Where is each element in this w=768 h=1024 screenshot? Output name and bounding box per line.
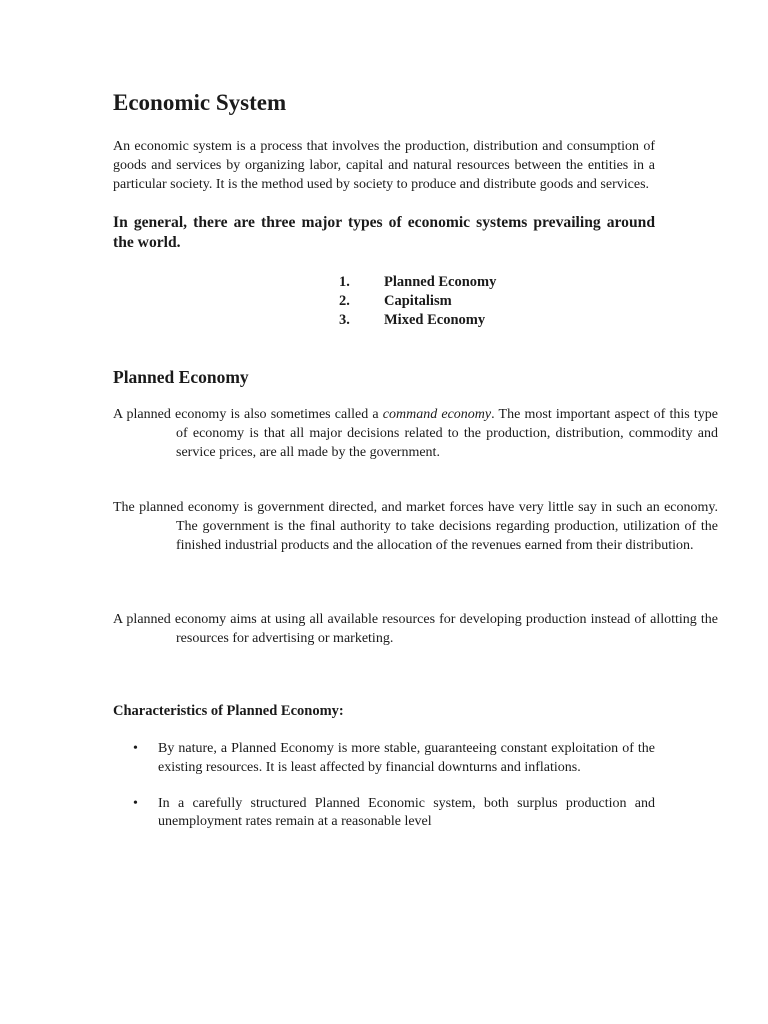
emphasis-text: command economy (382, 407, 492, 422)
list-item (339, 292, 496, 311)
list-number: 1. (339, 274, 350, 290)
list-item (133, 795, 655, 833)
bullet-icon: • (133, 795, 138, 811)
bullet-icon: • (133, 741, 138, 756)
planned-economy-paragraph-1 (113, 406, 718, 462)
paragraph-text: . The most important aspect of this type of economy is that all major decisions related to the production, distribution, commodity and service prices, are all made by the government. (176, 407, 718, 460)
list-item (339, 273, 496, 292)
intro-paragraph: An economic system is a process that involves the production, distribution and consumption of goods and services by organizing labor, capital and natural resources between the entities in a particular society. It is the method used by society to produce and distribute goods and services. (113, 139, 655, 192)
characteristics-heading: Characteristics of Planned Economy: (113, 703, 344, 719)
list-item (339, 311, 496, 330)
list-number: 2. (339, 293, 350, 309)
general-statement: In general, there are three major types of economic systems prevailing around the world. (113, 214, 655, 251)
list-label: Mixed Economy (384, 312, 486, 328)
page-title: Economic System (113, 90, 287, 115)
list-label: Planned Economy (384, 274, 497, 290)
list-item-text: In a carefully structured Planned Economic system, both surplus production and unemployment rates remain at a reasonable level (158, 795, 655, 830)
economic-types-list (339, 273, 496, 330)
planned-economy-paragraph-2: The planned economy is government directed, and market forces have very little say in such an economy. The government is the final authority to take decisions regarding production, utilization of the finished industrial products and the allocation of the revenues earned from their distribution. (113, 500, 718, 553)
list-item (133, 740, 655, 778)
list-label: Capitalism (384, 293, 452, 309)
list-number: 3. (339, 312, 350, 328)
list-item-text: By nature, a Planned Economy is more stable, guaranteeing constant exploitation of the existing resources. It is least affected by financial downturns and inflations. (158, 741, 655, 775)
planned-economy-paragraph-3: A planned economy aims at using all available resources for developing production instead of allotting the resources for advertising or marketing. (113, 612, 718, 646)
paragraph-text: A planned economy is also sometimes called a (113, 407, 383, 422)
characteristics-list (133, 740, 655, 849)
planned-economy-heading: Planned Economy (113, 367, 249, 387)
